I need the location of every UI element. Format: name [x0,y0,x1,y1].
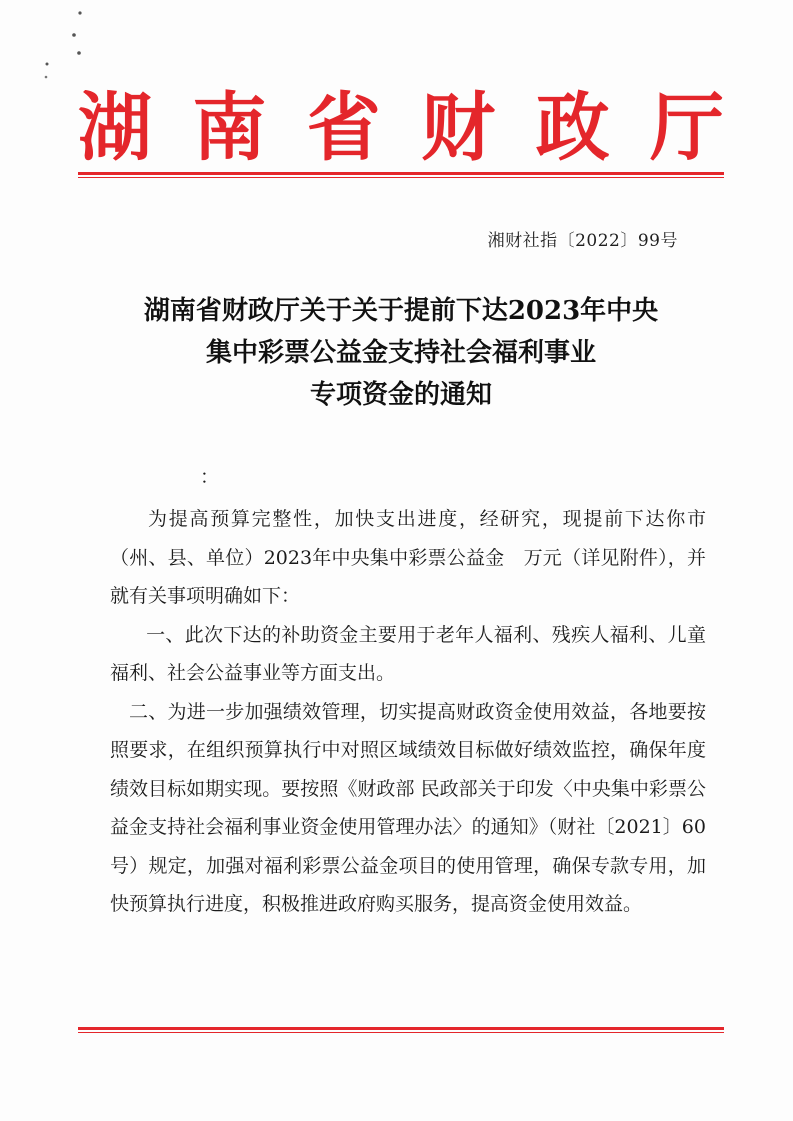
body-paragraph: 二、为进一步加强绩效管理，切实提高财政资金使用效益，各地要按照要求，在组织预算执行中对照区域绩效目标做好绩效监控，确保年度绩效目标如期实现。要按照《财政部 民政部关于印发〈中央集中彩票公益金支持社会福利事业资金使用管理办法〉的通知》（财社〔2021〕60号）规定，加强对福利彩票公益金项目的使用管理，确保专款专用，加快预算执行进度，积极推进政府购买服务，提高资金使用效益。 [110,700,706,915]
letterhead-char: 厅 [649,85,724,171]
document-title [78,290,724,416]
letterhead-char: 财 [421,85,496,171]
speck [77,51,81,55]
document-number: 湘财社指〔2022〕99号 [487,231,678,251]
title-line: 集中彩票公益金支持社会福利事业 [205,338,596,368]
document-body [110,500,706,924]
title-line: 专项资金的通知 [309,380,492,410]
speck [78,11,81,14]
letterhead-char: 省 [306,85,381,171]
body-paragraph: 为提高预算完整性，加快支出进度，经研究，现提前下达你市（州、县、单位）2023年中央集中彩票公益金 万元（详见附件），并就有关事项明确如下： [110,508,706,607]
salutation: ： [200,466,220,488]
footer-rule [78,1027,724,1030]
speck [46,63,49,66]
speck [45,76,48,79]
letterhead-char: 政 [535,85,610,171]
letterhead-char: 湖 [78,85,152,171]
letterhead-rule-thin [78,177,724,178]
letterhead-rule [78,172,724,175]
body-paragraph: 一、此次下达的补助资金主要用于老年人福利、残疾人福利、儿童福利、社会公益事业等方面支出。 [110,623,706,684]
letterhead [78,82,724,174]
letterhead-char: 南 [192,85,267,171]
title-line: 湖南省财政厅关于关于提前下达2023年中央 [143,296,659,326]
speck [72,33,76,37]
footer-rule-thin [78,1032,724,1033]
